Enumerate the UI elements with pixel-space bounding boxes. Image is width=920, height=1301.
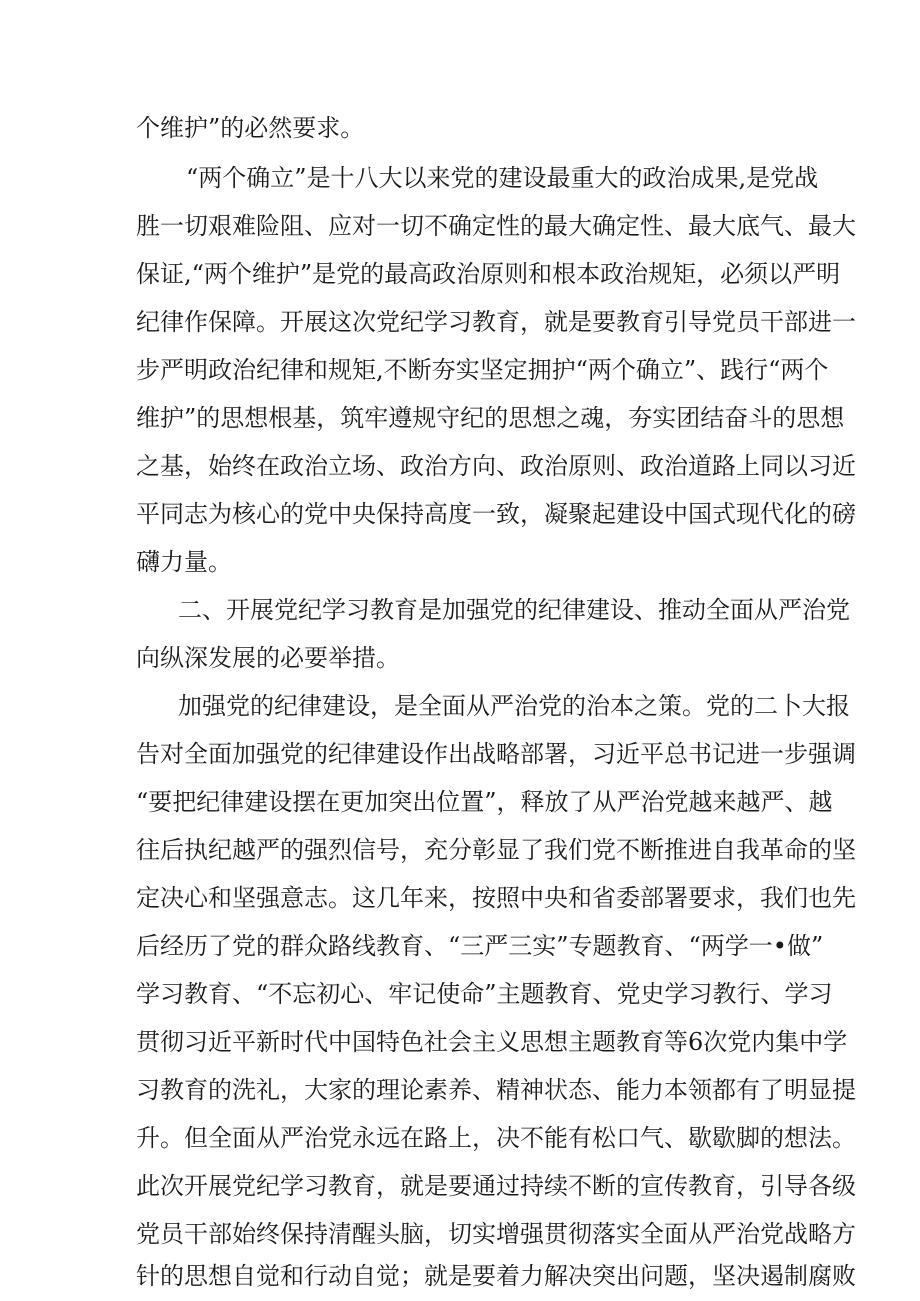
text-line: 纪律作保障。开展这次党纪学习教育，就是要教育引导党员干部进一 xyxy=(136,308,856,336)
text-line: 升。但全面从严治党永远在路上，决不能有松口气、歇歇脚的想法。 xyxy=(136,1124,856,1152)
text-line: 贯彻习近平新时代中国特色社会主义思想主题教育等6次党内集中学 xyxy=(136,1028,848,1056)
text-line: 习教育的洗礼，大家的理论素养、精神状态、能力本领都有了明显提 xyxy=(136,1076,856,1104)
text-line: 保证,“两个维护”是党的最高政治原则和根本政治规矩，必须以严明 xyxy=(136,260,841,288)
text-line: 往后执纪越严的强烈信号，充分彰显了我们党不断推进自我革命的坚 xyxy=(136,836,856,864)
text-line: 学习教育、“不忘初心、牢记使命”主题教育、党史学习教行、学习 xyxy=(136,980,833,1008)
text-line: 个维护”的必然要求。 xyxy=(136,114,365,142)
text-line: 平同志为核心的党中央保持高度一致，凝聚起建设中国式现代化的磅 xyxy=(136,500,856,528)
text-line: 针的思想自觉和行动自觉；就是要着力解决突出问题，坚决遏制腐败 xyxy=(136,1262,856,1290)
paragraph-first-line: 加强党的纪律建设，是全面从严治党的治本之策。党的二卜大报 xyxy=(178,692,850,720)
text-line: 之基，始终在政治立场、政治方向、政治原则、政治道路上同以习近 xyxy=(136,452,856,480)
text-line: 胜一切艰难险阻、应对一切不确定性的最大确定性、最大底气、最大 xyxy=(136,212,856,240)
text-line: “要把纪律建设摆在更加突出位置”，释放了从严治党越来越严、越 xyxy=(136,788,833,816)
section-heading-line: 向纵深发展的必要举措。 xyxy=(136,644,400,672)
text-line: 告对全面加强党的纪律建设作出战略部署，习近平总书记进一步强调 xyxy=(136,740,856,768)
text-line: 党员干部始终保持清醒头脑，切实增强贯彻落实全面从严治党战略方 xyxy=(136,1220,856,1248)
text-line: 此次开展党纪学习教育，就是要通过持续不断的宣传教育，引导各级 xyxy=(136,1172,856,1200)
text-line: 步严明政治纪律和规矩,不断夯实坚定拥护“两个确立”、践行“两个 xyxy=(136,356,829,384)
text-line: 后经历了党的群众路线教育、“三严三实”专题教育、“两学一•做” xyxy=(136,932,824,960)
section-heading-line: 二、开展党纪学习教育是加强党的纪律建设、推动全面从严治党 xyxy=(178,596,850,624)
text-line: 定决心和坚强意志。这几年来，按照中央和省委部署要求，我们也先 xyxy=(136,884,856,912)
text-line: 维护”的思想根基，筑牢遵规守纪的思想之魂，夯实团结奋斗的思想 xyxy=(136,404,845,432)
paragraph-first-line: “两个确立”是十八大以来党的建设最重大的政治成果,是党战 xyxy=(186,164,819,192)
text-line: 礴力量。 xyxy=(136,548,232,576)
